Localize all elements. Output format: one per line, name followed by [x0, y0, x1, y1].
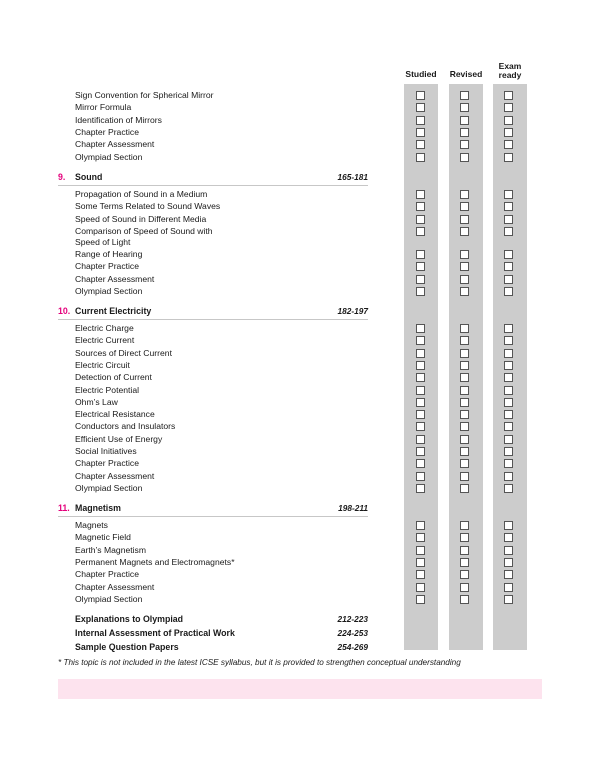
- studied-checkbox[interactable]: [416, 275, 425, 284]
- exam-ready-checkbox[interactable]: [504, 349, 513, 358]
- revised-checkbox[interactable]: [460, 472, 469, 481]
- studied-column-header: Studied: [405, 69, 437, 79]
- chapter-number: 11.: [58, 503, 70, 513]
- studied-checkbox[interactable]: [416, 386, 425, 395]
- exam-ready-checkbox[interactable]: [504, 459, 513, 468]
- revised-checkbox[interactable]: [460, 103, 469, 112]
- studied-checkbox[interactable]: [416, 190, 425, 199]
- exam-ready-checkbox[interactable]: [504, 140, 513, 149]
- exam-ready-checkbox[interactable]: [504, 336, 513, 345]
- studied-checkbox[interactable]: [416, 336, 425, 345]
- back-matter-row[interactable]: [75, 614, 368, 624]
- chapter-number: 9.: [58, 172, 66, 182]
- revised-checkbox[interactable]: [460, 546, 469, 555]
- exam-ready-checkbox[interactable]: [504, 472, 513, 481]
- topic-item: Chapter Assessment: [75, 273, 155, 284]
- back-matter-title: Explanations to Olympiad: [75, 614, 184, 624]
- revised-checkbox[interactable]: [460, 349, 469, 358]
- exam-ready-checkbox[interactable]: [504, 398, 513, 407]
- topic-item: Electric Charge: [75, 323, 134, 333]
- revised-checkbox[interactable]: [460, 215, 469, 224]
- revised-checkbox[interactable]: [460, 262, 469, 271]
- revised-checkbox[interactable]: [460, 570, 469, 579]
- studied-checkbox[interactable]: [416, 583, 425, 592]
- topic-item: Speed of Light: [75, 236, 131, 247]
- exam-ready-checkbox[interactable]: [504, 435, 513, 444]
- topic-item: Chapter Assessment: [75, 581, 155, 592]
- exam-ready-checkbox[interactable]: [504, 410, 513, 419]
- exam-ready-checkbox[interactable]: [504, 215, 513, 224]
- revised-checkbox[interactable]: [460, 533, 469, 542]
- back-matter-pages: 224-253: [337, 628, 368, 638]
- revised-checkbox[interactable]: [460, 422, 469, 431]
- topic-item: Some Terms Related to Sound Waves: [75, 201, 221, 212]
- revised-checkbox[interactable]: [460, 435, 469, 444]
- chapter-pages: 198-211: [338, 503, 368, 513]
- back-matter-title: Internal Assessment of Practical Work: [75, 628, 235, 638]
- topic-item: Magnets: [75, 520, 108, 530]
- topic-item: Chapter Assessment: [75, 139, 155, 150]
- back-matter-pages: 212-223: [337, 614, 368, 624]
- exam-ready-checkbox[interactable]: [504, 250, 513, 259]
- exam-ready-line2: ready: [498, 70, 522, 80]
- studied-checkbox[interactable]: [416, 128, 425, 137]
- studied-checkbox[interactable]: [416, 287, 425, 296]
- topic-item: Sign Convention for Spherical Mirror: [75, 90, 214, 100]
- exam-ready-checkbox[interactable]: [504, 103, 513, 112]
- exam-ready-checkbox[interactable]: [504, 227, 513, 236]
- studied-checkbox[interactable]: [416, 595, 425, 604]
- exam-ready-checkbox[interactable]: [504, 128, 513, 137]
- studied-checkbox[interactable]: [416, 546, 425, 555]
- topic-item: Electrical Resistance: [75, 409, 155, 420]
- studied-checkbox[interactable]: [416, 459, 425, 468]
- exam-ready-checkbox[interactable]: [504, 262, 513, 271]
- exam-ready-checkbox[interactable]: [504, 533, 513, 542]
- topic-item: Olympiad Section: [75, 151, 143, 162]
- studied-checkbox[interactable]: [416, 361, 425, 370]
- chapter-heading[interactable]: [58, 503, 368, 517]
- revised-column-header: Revised: [449, 69, 483, 79]
- exam-ready-checkbox[interactable]: [504, 595, 513, 604]
- exam-ready-checkbox[interactable]: [504, 558, 513, 567]
- exam-ready-checkbox[interactable]: [504, 373, 513, 382]
- exam-ready-checkbox[interactable]: [504, 546, 513, 555]
- revised-checkbox[interactable]: [460, 521, 469, 530]
- footnote: * This topic is not included in the latest ICSE syllabus, but it is provided to strengthen conceptual understanding: [58, 658, 461, 667]
- topic-item: Chapter Assessment: [75, 470, 155, 481]
- studied-checkbox[interactable]: [416, 447, 425, 456]
- studied-checkbox[interactable]: [416, 215, 425, 224]
- chapter-pages: 182-197: [337, 306, 368, 316]
- topic-item: Social Initiatives: [75, 446, 137, 456]
- studied-checkbox[interactable]: [416, 373, 425, 382]
- chapter-heading[interactable]: [58, 306, 368, 320]
- revised-checkbox[interactable]: [460, 202, 469, 211]
- revised-checkbox[interactable]: [460, 91, 469, 100]
- chapter-number: 10.: [58, 306, 71, 316]
- topic-item: Chapter Practice: [75, 126, 140, 137]
- topic-item: Mirror Formula: [75, 102, 132, 113]
- studied-checkbox[interactable]: [416, 558, 425, 567]
- studied-checkbox[interactable]: [416, 116, 425, 125]
- topic-item: Olympiad Section: [75, 285, 143, 296]
- exam-ready-checkbox[interactable]: [504, 202, 513, 211]
- studied-checkbox[interactable]: [416, 227, 425, 236]
- revised-checkbox[interactable]: [460, 153, 469, 162]
- chapter-title: Sound: [75, 172, 103, 182]
- topic-item: Olympiad Section: [75, 482, 143, 493]
- studied-checkbox[interactable]: [416, 153, 425, 162]
- topic-item: Identification of Mirrors: [75, 114, 162, 125]
- revised-checkbox[interactable]: [460, 116, 469, 125]
- studied-checkbox[interactable]: [416, 435, 425, 444]
- topic-item: Conductors and Insulators: [75, 421, 176, 432]
- studied-checkbox[interactable]: [416, 570, 425, 579]
- topic-item: Chapter Practice: [75, 569, 140, 580]
- revised-checkbox[interactable]: [460, 250, 469, 259]
- studied-checkbox[interactable]: [416, 349, 425, 358]
- revised-checkbox[interactable]: [460, 459, 469, 468]
- topic-item: Electric Current: [75, 335, 135, 346]
- topic-item: Magnetic Field: [75, 532, 131, 543]
- topic-item: Propagation of Sound in a Medium: [75, 189, 208, 199]
- studied-checkbox[interactable]: [416, 262, 425, 271]
- topic-item: Electric Circuit: [75, 359, 130, 370]
- revised-checkbox[interactable]: [460, 558, 469, 567]
- studied-checkbox[interactable]: [416, 91, 425, 100]
- topic-item: Comparison of Speed of Sound with: [75, 225, 213, 236]
- exam-ready-checkbox[interactable]: [504, 153, 513, 162]
- revised-checkbox[interactable]: [460, 595, 469, 604]
- topic-item: Sources of Direct Current: [75, 347, 172, 358]
- topic-item: Electric Potential: [75, 384, 140, 395]
- exam-ready-checkbox[interactable]: [504, 484, 513, 493]
- exam-ready-checkbox[interactable]: [504, 422, 513, 431]
- studied-checkbox[interactable]: [416, 202, 425, 211]
- revised-checkbox[interactable]: [460, 398, 469, 407]
- studied-checkbox[interactable]: [416, 521, 425, 530]
- exam-ready-checkbox[interactable]: [504, 91, 513, 100]
- studied-checkbox[interactable]: [416, 103, 425, 112]
- exam-ready-checkbox[interactable]: [504, 361, 513, 370]
- exam-ready-checkbox[interactable]: [504, 275, 513, 284]
- topic-item: Detection of Current: [75, 372, 152, 383]
- exam-ready-checkbox[interactable]: [504, 324, 513, 333]
- revised-checkbox[interactable]: [460, 140, 469, 149]
- studied-checkbox[interactable]: [416, 398, 425, 407]
- back-matter-title: Sample Question Papers: [75, 642, 179, 652]
- revised-checkbox[interactable]: [460, 373, 469, 382]
- topic-item: Speed of Sound in Different Media: [75, 213, 207, 224]
- topic-item: Permanent Magnets and Electromagnets*: [75, 556, 235, 567]
- chapter-title: Magnetism: [75, 503, 121, 513]
- revised-checkbox[interactable]: [460, 361, 469, 370]
- revised-checkbox[interactable]: [460, 386, 469, 395]
- studied-checkbox[interactable]: [416, 533, 425, 542]
- studied-checkbox[interactable]: [416, 422, 425, 431]
- revised-checkbox[interactable]: [460, 583, 469, 592]
- revised-checkbox[interactable]: [460, 227, 469, 236]
- revised-checkbox[interactable]: [460, 324, 469, 333]
- studied-checkbox[interactable]: [416, 484, 425, 493]
- topic-item: Olympiad Section: [75, 593, 143, 604]
- chapter-pages: 165-181: [337, 172, 368, 182]
- exam-ready-checkbox[interactable]: [504, 116, 513, 125]
- exam-ready-checkbox[interactable]: [504, 521, 513, 530]
- studied-checkbox[interactable]: [416, 472, 425, 481]
- back-matter-row[interactable]: [75, 628, 368, 638]
- topic-item: Chapter Practice: [75, 458, 140, 469]
- chapter-title: Current Electricity: [75, 306, 152, 316]
- revised-checkbox[interactable]: [460, 275, 469, 284]
- revised-checkbox[interactable]: [460, 336, 469, 345]
- exam-ready-line1: Exam: [498, 61, 522, 71]
- revised-checkbox[interactable]: [460, 190, 469, 199]
- exam-ready-checkbox[interactable]: [504, 190, 513, 199]
- revised-checkbox[interactable]: [460, 484, 469, 493]
- studied-checkbox[interactable]: [416, 324, 425, 333]
- back-matter-row[interactable]: [75, 642, 368, 652]
- exam-ready-checkbox[interactable]: [504, 287, 513, 296]
- topic-item: Chapter Practice: [75, 261, 140, 272]
- revised-checkbox[interactable]: [460, 410, 469, 419]
- exam-ready-checkbox[interactable]: [504, 386, 513, 395]
- studied-checkbox[interactable]: [416, 140, 425, 149]
- footer-bar: [58, 679, 542, 699]
- exam-ready-checkbox[interactable]: [504, 583, 513, 592]
- chapter-heading[interactable]: [58, 172, 368, 186]
- revised-checkbox[interactable]: [460, 447, 469, 456]
- studied-checkbox[interactable]: [416, 250, 425, 259]
- revised-checkbox[interactable]: [460, 287, 469, 296]
- back-matter-pages: 254-269: [337, 642, 368, 652]
- topic-item: Earth’s Magnetism: [75, 544, 147, 555]
- exam-ready-checkbox[interactable]: [504, 570, 513, 579]
- exam-ready-checkbox[interactable]: [504, 447, 513, 456]
- revised-checkbox[interactable]: [460, 128, 469, 137]
- topic-item: Ohm’s Law: [75, 396, 118, 407]
- studied-checkbox[interactable]: [416, 410, 425, 419]
- exam-ready-column-header: [492, 62, 528, 80]
- topic-item: Efficient Use of Energy: [75, 433, 163, 444]
- topic-item: Range of Hearing: [75, 249, 143, 259]
